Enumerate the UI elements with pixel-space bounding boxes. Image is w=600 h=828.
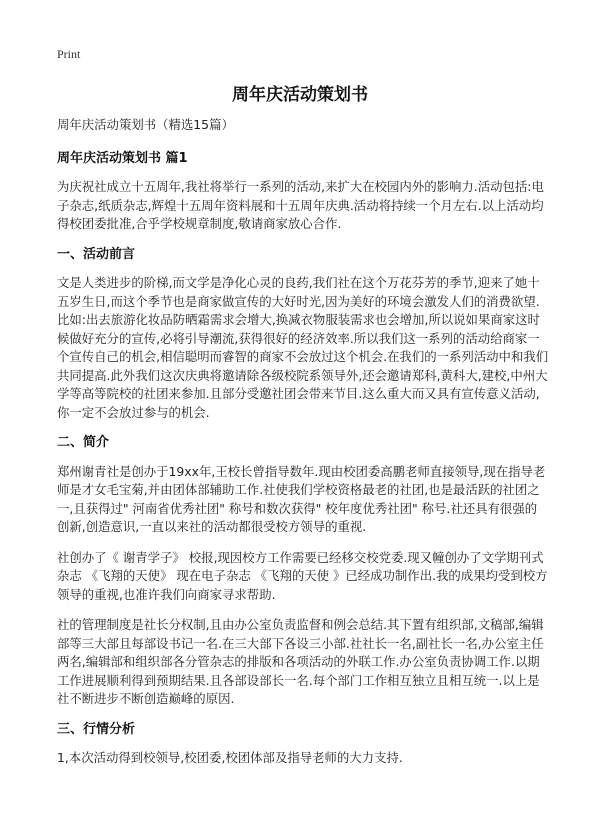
introduction-paragraph-1: 郑州谢青社是创办于19xx年,王校长曾指导数年.现由校团委高鹏老师直接领导,现在指导老师是才女毛宝菊,并由团体部辅助工作.社使我们学校资格最老的社团,也是最活跃的社团之一,且获得过" 河南省优秀社团" 称号和数次获得" 校年度优秀社团" 称号.社还具有很强的创新,创造意识,一直以来社的活动都很受校方领导的重视.	[57, 463, 546, 534]
section-heading-market-analysis: 三、行情分析	[57, 721, 136, 737]
page-title: 周年庆活动策划书	[232, 85, 368, 105]
document-body	[57, 116, 549, 780]
article-title: 周年庆活动策划书 篇1	[57, 150, 188, 166]
introduction-paragraph-2: 社创办了《 谢青学子》 校报,现因校方工作需要已经移交校党委.现又幢创办了文学期刊式杂志 《飞翔的天使》 现在电子杂志 《飞翔的天使 》已经成功制作出.我的成果均受到校方领导的重视,也准许我们向商家寻求帮助.	[57, 549, 548, 602]
intro-paragraph: 为庆祝社成立十五周年,我社将举行一系列的活动,来扩大在校园内外的影响力.活动包括:电子杂志,纸质杂志,辉煌十五周年资料展和十五周年庆典.活动将持续一个月左右.以上活动均得校团委批准,合乎学校规章制度,敬请商家放心合作.	[57, 179, 544, 231]
document-subtitle: 周年庆活动策划书（精选15篇）	[57, 117, 234, 132]
section-heading-introduction: 二、简介	[57, 435, 110, 450]
section-heading-preface: 一、活动前言	[57, 246, 136, 262]
introduction-paragraph-3: 社的管理制度是社长分权制,且由办公室负责监督和例会总结.其下置有组织部,文稿部,编辑部等三大部且每部设书记一名.在三大部下各设三小部.社社长一名,副社长一名,办公室主任两名,编辑部和组织部各分管杂志的排版和各项活动的外联工作.办公室负责协调工作.以期工作进展顺利得到预期结果.且各部设部长一名.每个部门工作相互独立且相互统一.以上是社不断进步不断创造巅峰的原因.	[57, 617, 544, 706]
market-analysis-paragraph: 1,本次活动得到校领导,校团委,校团体部及指导老师的大力支持.	[57, 750, 403, 765]
preface-paragraph: 文是人类进步的阶梯,而文学是净化心灵的良药,我们社在这个万花芬芳的季节,迎来了她十五岁生日,而这个季节也是商家做宣传的大好时光,因为美好的环境会激发人们的消费欲望.比如:出去旅游化妆品防晒霜需求会增大,换减衣物服装需求也会增加,所以说如果商家这时候做好充分的宣传,必将引导潮流,获得很好的经济效率.所以我们这一系列的活动给商家一个宣传自己的机会,相信聪明而睿智的商家不会放过这个机会.在我们的一系列活动中和我们共同提高.此外我们这次庆典将邀请除各级校院系领导外,还会邀请郑科,黄科大,建校,中州大学等高等院校的社团来参加.且部分受邀社团会带来节目.这么重大而又具有宣传意义活动,你一定不会放过参与的机会.	[57, 275, 549, 420]
print-link[interactable]: Print	[57, 47, 81, 61]
